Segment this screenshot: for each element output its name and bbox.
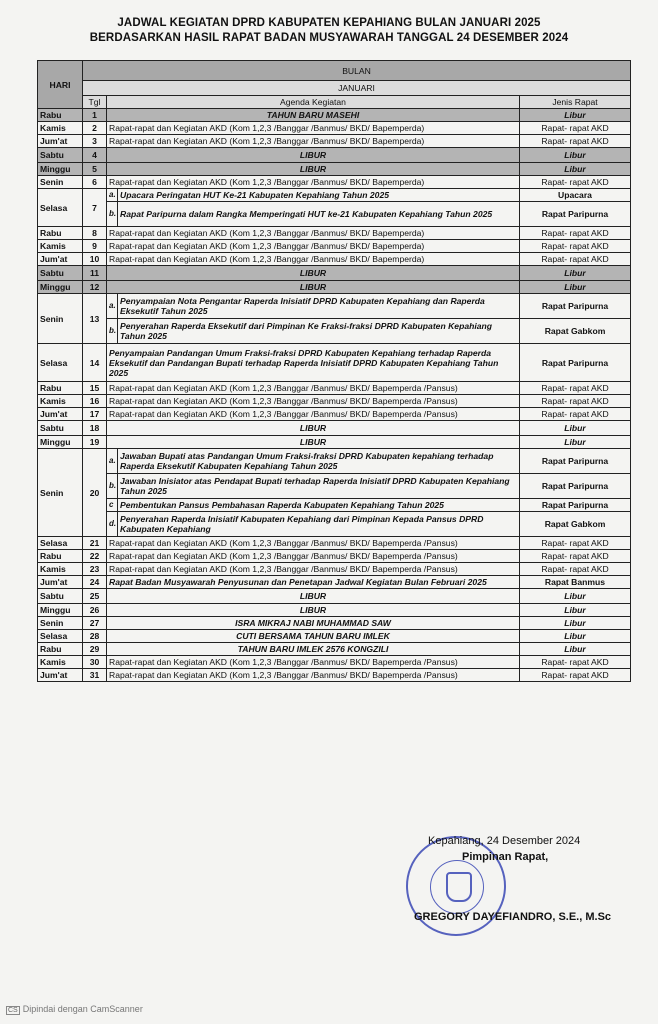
signature-name: GREGORY DAYEFIANDRO, S.E., M.Sc: [414, 911, 612, 923]
date-cell: 1: [83, 109, 107, 122]
date-cell: 23: [83, 563, 107, 576]
day-cell: Senin: [38, 449, 83, 537]
table-row: [38, 656, 631, 669]
sub-item-marker: b.: [107, 202, 118, 227]
meeting-type-cell: Libur: [520, 266, 631, 281]
day-cell: Senin: [38, 617, 83, 630]
meeting-type-cell: Libur: [520, 643, 631, 656]
table-row: [38, 630, 631, 643]
agenda-cell: Rapat-rapat dan Kegiatan AKD (Kom 1,2,3 /Banggar /Banmus/ BKD/ Bapemperda /Pansus): [107, 563, 520, 576]
agenda-cell: LIBUR: [107, 436, 520, 449]
agenda-cell: Rapat-rapat dan Kegiatan AKD (Kom 1,2,3 /Banggar /Banmus/ BKD/ Bapemperda): [107, 227, 520, 240]
table-row: [38, 617, 631, 630]
agenda-cell: Rapat-rapat dan Kegiatan AKD (Kom 1,2,3 /Banggar /Banmus/ BKD/ Bapemperda /Pansus): [107, 550, 520, 563]
day-cell: Kamis: [38, 240, 83, 253]
date-cell: 12: [83, 281, 107, 294]
date-cell: 30: [83, 656, 107, 669]
table-row: [38, 109, 631, 122]
meeting-type-cell: Rapat- rapat AKD: [520, 382, 631, 395]
agenda-cell: Rapat Paripurna dalam Rangka Memperingati HUT ke-21 Kabupaten Kepahiang Tahun 2025: [118, 202, 520, 227]
table-row: [38, 281, 631, 294]
table-row: [38, 319, 631, 344]
meeting-type-cell: Rapat- rapat AKD: [520, 135, 631, 148]
agenda-cell: Jawaban Bupati atas Pandangan Umum Fraksi-fraksi DPRD Kabupaten kepahiang terhadap Raperda Eksekutif Kabupaten Kepahiang Tahun 2025: [118, 449, 520, 474]
date-cell: 5: [83, 163, 107, 176]
meeting-type-cell: Rapat Paripurna: [520, 202, 631, 227]
day-cell: Kamis: [38, 656, 83, 669]
date-cell: 14: [83, 344, 107, 382]
scanner-footer: [6, 1004, 143, 1015]
agenda-cell: ISRA MIKRAJ NABI MUHAMMAD SAW: [107, 617, 520, 630]
agenda-cell: Rapat-rapat dan Kegiatan AKD (Kom 1,2,3 /Banggar /Banmus/ BKD/ Bapemperda /Pansus): [107, 656, 520, 669]
table-row: [38, 669, 631, 682]
day-cell: Rabu: [38, 550, 83, 563]
agenda-cell: Rapat-rapat dan Kegiatan AKD (Kom 1,2,3 /Banggar /Banmus/ BKD/ Bapemperda): [107, 240, 520, 253]
date-cell: 3: [83, 135, 107, 148]
table-row: [38, 148, 631, 163]
meeting-type-cell: Rapat- rapat AKD: [520, 537, 631, 550]
agenda-cell: LIBUR: [107, 163, 520, 176]
sub-item-marker: c: [107, 499, 118, 512]
meeting-type-cell: Rapat- rapat AKD: [520, 656, 631, 669]
date-cell: 25: [83, 589, 107, 604]
meeting-type-cell: Libur: [520, 436, 631, 449]
agenda-cell: TAHUN BARU IMLEK 2576 KONGZILI: [107, 643, 520, 656]
day-cell: Kamis: [38, 122, 83, 135]
meeting-type-cell: Rapat Gabkom: [520, 319, 631, 344]
agenda-cell: Rapat-rapat dan Kegiatan AKD (Kom 1,2,3 /Banggar /Banmus/ BKD/ Bapemperda): [107, 122, 520, 135]
meeting-type-cell: Libur: [520, 281, 631, 294]
date-cell: 18: [83, 421, 107, 436]
meeting-type-cell: Libur: [520, 421, 631, 436]
day-cell: Selasa: [38, 189, 83, 227]
meeting-type-cell: Rapat- rapat AKD: [520, 122, 631, 135]
agenda-cell: Penyampaian Pandangan Umum Fraksi-fraksi DPRD Kabupaten Kepahiang terhadap Raperda Eksekutif dan Pandangan Bupati terhadap Raperda Inisiatif DPRD Kabupaten Kepahiang Tahun 2025: [107, 344, 520, 382]
table-row: [38, 227, 631, 240]
meeting-type-cell: Rapat- rapat AKD: [520, 240, 631, 253]
header-bulan: BULAN: [83, 61, 631, 81]
date-cell: 15: [83, 382, 107, 395]
date-cell: 4: [83, 148, 107, 163]
date-cell: 31: [83, 669, 107, 682]
camscanner-icon: CS: [8, 1007, 18, 1014]
meeting-type-cell: Libur: [520, 589, 631, 604]
agenda-cell: Pembentukan Pansus Pembahasan Raperda Kabupaten Kepahiang Tahun 2025: [118, 499, 520, 512]
table-row: [38, 135, 631, 148]
agenda-cell: CUTI BERSAMA TAHUN BARU IMLEK: [107, 630, 520, 643]
sub-item-marker: b.: [107, 319, 118, 344]
day-cell: Minggu: [38, 604, 83, 617]
day-cell: Sabtu: [38, 589, 83, 604]
date-cell: 9: [83, 240, 107, 253]
agenda-cell: Rapat-rapat dan Kegiatan AKD (Kom 1,2,3 /Banggar /Banmus/ BKD/ Bapemperda /Pansus): [107, 669, 520, 682]
sub-item-marker: a.: [107, 449, 118, 474]
agenda-cell: Penyerahan Raperda Eksekutif dari Pimpinan Ke Fraksi-fraksi DPRD Kabupaten Kepahiang Tahun 2025: [118, 319, 520, 344]
date-cell: 10: [83, 253, 107, 266]
meeting-type-cell: Rapat- rapat AKD: [520, 253, 631, 266]
table-row: [38, 589, 631, 604]
stamp-emblem-icon: [446, 872, 472, 902]
table-row: [38, 189, 631, 202]
meeting-type-cell: Rapat Gabkom: [520, 512, 631, 537]
date-cell: 16: [83, 395, 107, 408]
day-cell: Jum'at: [38, 253, 83, 266]
day-cell: Jum'at: [38, 408, 83, 421]
date-cell: 20: [83, 449, 107, 537]
meeting-type-cell: Rapat- rapat AKD: [520, 395, 631, 408]
date-cell: 28: [83, 630, 107, 643]
meeting-type-cell: Libur: [520, 148, 631, 163]
table-row: [38, 449, 631, 474]
table-row: [38, 550, 631, 563]
agenda-cell: Rapat-rapat dan Kegiatan AKD (Kom 1,2,3 /Banggar /Banmus/ BKD/ Bapemperda /Pansus): [107, 537, 520, 550]
date-cell: 6: [83, 176, 107, 189]
header-januari: JANUARI: [83, 81, 631, 96]
header-hari: HARI: [38, 61, 83, 109]
meeting-type-cell: Libur: [520, 617, 631, 630]
agenda-cell: LIBUR: [107, 266, 520, 281]
agenda-cell: LIBUR: [107, 589, 520, 604]
table-row: [38, 563, 631, 576]
day-cell: Minggu: [38, 436, 83, 449]
table-row: [38, 395, 631, 408]
date-cell: 8: [83, 227, 107, 240]
schedule-table: [37, 60, 631, 682]
date-cell: 17: [83, 408, 107, 421]
date-cell: 19: [83, 436, 107, 449]
table-row: [38, 408, 631, 421]
table-row: [38, 499, 631, 512]
table-row: [38, 294, 631, 319]
day-cell: Jum'at: [38, 669, 83, 682]
day-cell: Sabtu: [38, 148, 83, 163]
table-row: [38, 163, 631, 176]
day-cell: Minggu: [38, 281, 83, 294]
meeting-type-cell: Rapat- rapat AKD: [520, 176, 631, 189]
meeting-type-cell: Libur: [520, 630, 631, 643]
table-row: [38, 512, 631, 537]
header-agenda: Agenda Kegiatan: [107, 96, 520, 109]
meeting-type-cell: Libur: [520, 163, 631, 176]
day-cell: Minggu: [38, 163, 83, 176]
meeting-type-cell: Upacara: [520, 189, 631, 202]
date-cell: 22: [83, 550, 107, 563]
signature-place-date: Kepahiang, 24 Desember 2024: [428, 835, 581, 847]
sub-item-marker: b.: [107, 474, 118, 499]
meeting-type-cell: Rapat- rapat AKD: [520, 563, 631, 576]
header-tgl: Tgl: [83, 96, 107, 109]
agenda-cell: Jawaban Inisiator atas Pendapat Bupati terhadap Raperda Inisiatif DPRD Kabupaten Kepahiang Tahun 2025: [118, 474, 520, 499]
date-cell: 27: [83, 617, 107, 630]
day-cell: Sabtu: [38, 421, 83, 436]
date-cell: 21: [83, 537, 107, 550]
table-row: [38, 537, 631, 550]
date-cell: 2: [83, 122, 107, 135]
day-cell: Senin: [38, 176, 83, 189]
header-jenis: Jenis Rapat: [520, 96, 631, 109]
date-cell: 7: [83, 189, 107, 227]
table-row: [38, 253, 631, 266]
agenda-cell: Penyampaian Nota Pengantar Raperda Inisiatif DPRD Kabupaten Kepahiang dan Raperda Eksekutif Tahun 2025: [118, 294, 520, 319]
agenda-cell: Penyerahan Raperda Inisiatif Kabupaten Kepahiang dari Pimpinan Kepada Pansus DPRD Kabupaten Kepahiang: [118, 512, 520, 537]
meeting-type-cell: Rapat Paripurna: [520, 344, 631, 382]
table-row: [38, 421, 631, 436]
table-row: [38, 122, 631, 135]
day-cell: Rabu: [38, 109, 83, 122]
meeting-type-cell: Rapat Paripurna: [520, 449, 631, 474]
table-row: [38, 436, 631, 449]
document-title: JADWAL KEGIATAN DPRD KABUPATEN KEPAHIANG BULAN JANUARI 2025: [117, 17, 541, 29]
signature-title: Pimpinan Rapat,: [462, 851, 549, 863]
agenda-cell: Rapat-rapat dan Kegiatan AKD (Kom 1,2,3 /Banggar /Banmus/ BKD/ Bapemperda): [107, 135, 520, 148]
agenda-cell: Rapat-rapat dan Kegiatan AKD (Kom 1,2,3 /Banggar /Banmus/ BKD/ Bapemperda): [107, 176, 520, 189]
table-row: [38, 344, 631, 382]
date-cell: 11: [83, 266, 107, 281]
sub-item-marker: a.: [107, 294, 118, 319]
agenda-cell: TAHUN BARU MASEHI: [107, 109, 520, 122]
table-row: [38, 202, 631, 227]
date-cell: 24: [83, 576, 107, 589]
agenda-cell: LIBUR: [107, 604, 520, 617]
agenda-cell: LIBUR: [107, 281, 520, 294]
meeting-type-cell: Rapat- rapat AKD: [520, 408, 631, 421]
day-cell: Rabu: [38, 382, 83, 395]
table-row: [38, 474, 631, 499]
meeting-type-cell: Rapat Paripurna: [520, 499, 631, 512]
date-cell: 13: [83, 294, 107, 344]
agenda-cell: Rapat Badan Musyawarah Penyusunan dan Penetapan Jadwal Kegiatan Bulan Februari 2025: [107, 576, 520, 589]
date-cell: 26: [83, 604, 107, 617]
sub-item-marker: d.: [107, 512, 118, 537]
sub-item-marker: a.: [107, 189, 118, 202]
day-cell: Rabu: [38, 643, 83, 656]
day-cell: Kamis: [38, 563, 83, 576]
footer-text: Dipindai dengan CamScanner: [22, 1004, 143, 1014]
meeting-type-cell: Rapat- rapat AKD: [520, 550, 631, 563]
day-cell: Kamis: [38, 395, 83, 408]
table-row: [38, 382, 631, 395]
meeting-type-cell: Rapat Banmus: [520, 576, 631, 589]
document-subtitle: BERDASARKAN HASIL RAPAT BADAN MUSYAWARAH TANGGAL 24 DESEMBER 2024: [89, 32, 569, 44]
agenda-cell: Rapat-rapat dan Kegiatan AKD (Kom 1,2,3 /Banggar /Banmus/ BKD/ Bapemperda /Pansus): [107, 382, 520, 395]
day-cell: Senin: [38, 294, 83, 344]
day-cell: Sabtu: [38, 266, 83, 281]
table-row: [38, 176, 631, 189]
table-row: [38, 266, 631, 281]
agenda-cell: LIBUR: [107, 421, 520, 436]
agenda-cell: Rapat-rapat dan Kegiatan AKD (Kom 1,2,3 /Banggar /Banmus/ BKD/ Bapemperda): [107, 253, 520, 266]
table-row: [38, 604, 631, 617]
day-cell: Selasa: [38, 537, 83, 550]
day-cell: Jum'at: [38, 135, 83, 148]
date-cell: 29: [83, 643, 107, 656]
meeting-type-cell: Rapat Paripurna: [520, 294, 631, 319]
agenda-cell: Upacara Peringatan HUT Ke-21 Kabupaten Kepahiang Tahun 2025: [118, 189, 520, 202]
day-cell: Selasa: [38, 630, 83, 643]
agenda-cell: LIBUR: [107, 148, 520, 163]
meeting-type-cell: Libur: [520, 604, 631, 617]
table-row: [38, 576, 631, 589]
table-row: [38, 240, 631, 253]
day-cell: Selasa: [38, 344, 83, 382]
meeting-type-cell: Rapat Paripurna: [520, 474, 631, 499]
meeting-type-cell: Rapat- rapat AKD: [520, 227, 631, 240]
agenda-cell: Rapat-rapat dan Kegiatan AKD (Kom 1,2,3 /Banggar /Banmus/ BKD/ Bapemperda /Pansus): [107, 408, 520, 421]
meeting-type-cell: Rapat- rapat AKD: [520, 669, 631, 682]
schedule-body: [38, 109, 631, 682]
day-cell: Rabu: [38, 227, 83, 240]
day-cell: Jum'at: [38, 576, 83, 589]
table-row: [38, 643, 631, 656]
agenda-cell: Rapat-rapat dan Kegiatan AKD (Kom 1,2,3 /Banggar /Banmus/ BKD/ Bapemperda /Pansus): [107, 395, 520, 408]
meeting-type-cell: Libur: [520, 109, 631, 122]
